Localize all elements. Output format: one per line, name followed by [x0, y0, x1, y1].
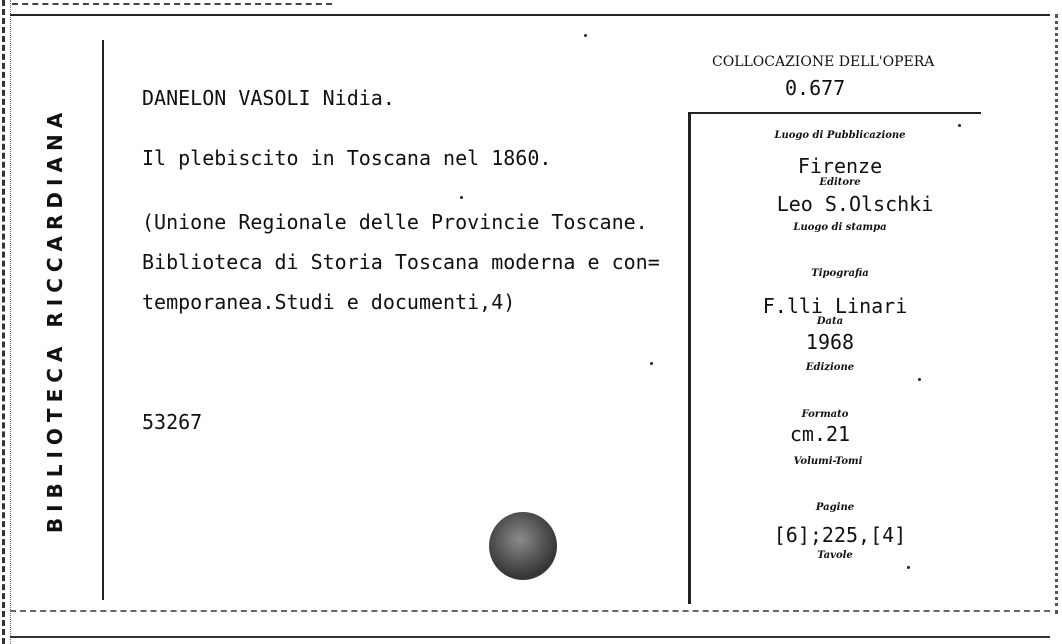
library-name: BIBLIOTECA RICCARDIANA — [43, 106, 67, 534]
tipografia-value: F.lli Linari — [762, 294, 908, 318]
editore-value: Leo S.Olschki — [776, 192, 934, 216]
data-label: Data — [816, 316, 844, 327]
card-bottom-border — [10, 636, 1050, 638]
author: DANELON VASOLI Nidia. — [142, 86, 395, 110]
library-stamp — [489, 512, 557, 580]
speck — [918, 378, 921, 381]
luogo-pubblicazione-label: Luogo di Pubblicazione — [774, 130, 906, 141]
speck — [584, 34, 587, 37]
edizione-label: Edizione — [805, 362, 855, 373]
card-bottom-dash — [10, 610, 1050, 612]
speck — [650, 362, 653, 365]
data-value: 1968 — [805, 330, 855, 354]
inventory-number: 53267 — [142, 410, 203, 434]
formato-value: cm.21 — [789, 422, 851, 446]
speck — [958, 124, 961, 127]
card-top-dash — [12, 3, 332, 5]
card-margin-line — [102, 40, 104, 600]
volumi-label: Volumi-Tomi — [793, 456, 863, 467]
series-line-3: temporanea.Studi e documenti,4) — [142, 290, 516, 314]
editore-label: Editore — [819, 177, 861, 188]
card-left-edge — [2, 0, 11, 644]
card-top-border — [10, 14, 1050, 16]
series-line-1: (Unione Regionale delle Provincie Toscane. — [142, 210, 648, 234]
book-title: Il plebiscito in Toscana nel 1860. — [142, 146, 552, 170]
card-right-edge — [1055, 14, 1058, 614]
collocation-value: 0.677 — [785, 76, 846, 100]
luogo-stampa-label: Luogo di stampa — [793, 222, 887, 233]
collocation-header: COLLOCAZIONE DELL'OPERA — [712, 54, 935, 70]
speck — [460, 196, 463, 199]
series-line-2: Biblioteca di Storia Toscana moderna e con= — [142, 250, 660, 274]
tipografia-label: Tipografia — [811, 268, 869, 279]
luogo-pubblicazione-value: Firenze — [797, 154, 883, 178]
pagine-label: Pagine — [815, 502, 855, 513]
pagine-value: [6];225,[4] — [773, 523, 907, 547]
formato-label: Formato — [801, 409, 849, 420]
speck — [907, 566, 910, 569]
tavole-label: Tavole — [817, 550, 853, 561]
